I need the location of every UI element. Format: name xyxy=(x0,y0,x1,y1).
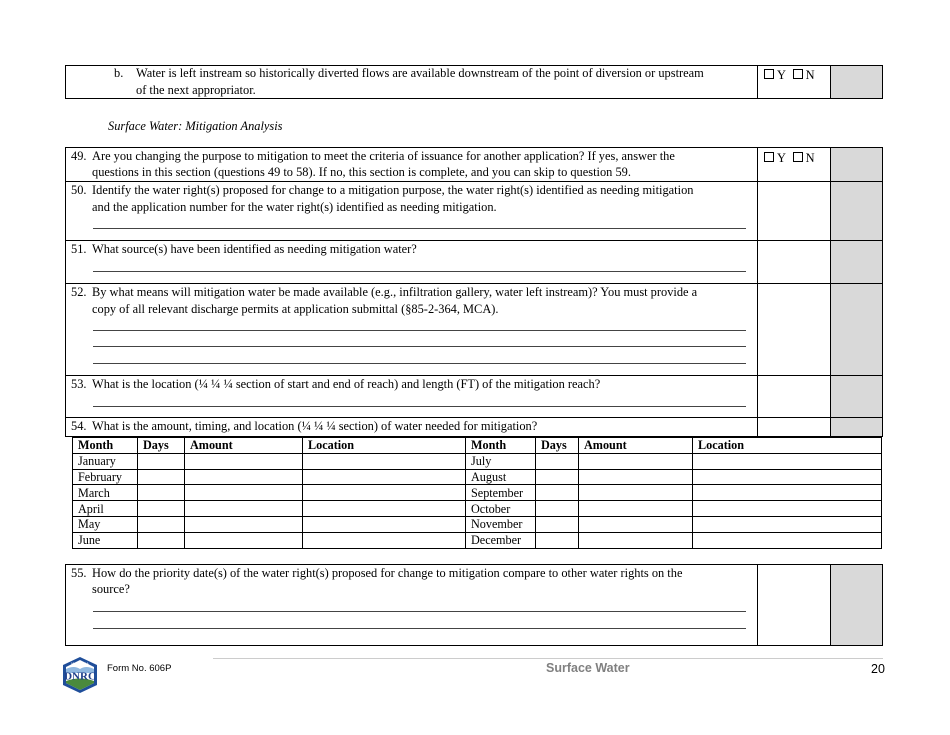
q55-office-cell xyxy=(831,565,882,645)
location-cell[interactable] xyxy=(693,453,882,469)
location-cell[interactable] xyxy=(693,485,882,501)
q49-yes-label: Y xyxy=(777,151,786,165)
logo-small-text: MONTANA xyxy=(71,662,89,666)
q54-number: 54. xyxy=(71,419,87,433)
amount-cell[interactable] xyxy=(185,501,303,517)
item-b-divider-2 xyxy=(830,65,831,99)
month-cell: April xyxy=(73,501,138,517)
q51-answer-line[interactable] xyxy=(93,271,746,272)
amount-cell[interactable] xyxy=(185,485,303,501)
q50-line2: and the application number for the water right(s) identified as needing mitigation. xyxy=(92,200,497,214)
amount-cell[interactable] xyxy=(579,532,693,548)
q49-number: 49. xyxy=(71,149,87,163)
month-cell: March xyxy=(73,485,138,501)
q52-number: 52. xyxy=(71,285,87,299)
dnrc-logo xyxy=(60,656,100,694)
q55-answer-line-1[interactable] xyxy=(93,611,746,612)
q55-line2: source? xyxy=(92,582,130,596)
office-column xyxy=(831,148,882,436)
amount-cell[interactable] xyxy=(185,532,303,548)
q55-office-divider xyxy=(830,564,831,646)
q54-line1: What is the amount, timing, and location (¼ ¼ ¼ section) of water needed for mitigation? xyxy=(92,419,538,433)
q55-answer-line-2[interactable] xyxy=(93,628,746,629)
footer-title: Surface Water xyxy=(546,661,630,675)
table-row xyxy=(73,532,882,548)
q52-line2: copy of all relevant discharge permits at application submittal (§85-2-364, MCA). xyxy=(92,302,499,316)
item-b-line2: of the next appropriator. xyxy=(136,83,256,97)
month-cell: August xyxy=(466,469,536,485)
office-col-divider xyxy=(830,147,831,437)
header-amount-right: Amount xyxy=(579,438,693,454)
table-row xyxy=(73,516,882,532)
amount-cell[interactable] xyxy=(579,485,693,501)
location-cell[interactable] xyxy=(693,516,882,532)
mitigation-table xyxy=(72,437,882,549)
days-cell[interactable] xyxy=(138,485,185,501)
table-row xyxy=(73,453,882,469)
q55-line1: How do the priority date(s) of the water right(s) proposed for change to mitigation compare to other water rights on the xyxy=(92,566,683,580)
item-b-yn xyxy=(764,67,815,84)
q52-answer-line-3[interactable] xyxy=(93,363,746,364)
table-header-row xyxy=(73,438,882,454)
item-b-divider xyxy=(757,65,758,99)
header-month-left: Month xyxy=(73,438,138,454)
q52-line1: By what means will mitigation water be made available (e.g., infiltration gallery, water left instream)? You must provide a xyxy=(92,285,698,299)
amount-cell[interactable] xyxy=(185,516,303,532)
header-days-right: Days xyxy=(536,438,579,454)
amount-cell[interactable] xyxy=(185,453,303,469)
days-cell[interactable] xyxy=(138,469,185,485)
q51-line1: What source(s) have been identified as needing mitigation water? xyxy=(92,242,417,256)
section-title: Surface Water: Mitigation Analysis xyxy=(108,119,283,133)
page-number: 20 xyxy=(871,662,885,676)
q51-number: 51. xyxy=(71,242,87,256)
amount-cell[interactable] xyxy=(579,516,693,532)
header-location-left: Location xyxy=(303,438,466,454)
location-cell[interactable] xyxy=(303,485,466,501)
amount-cell[interactable] xyxy=(579,469,693,485)
q50-number: 50. xyxy=(71,183,87,197)
q55-number: 55. xyxy=(71,566,87,580)
item-b-letter: b. xyxy=(114,66,124,80)
q49-no-label: N xyxy=(805,151,815,165)
days-cell[interactable] xyxy=(138,453,185,469)
item-b-yes-checkbox[interactable] xyxy=(764,69,774,79)
month-cell: September xyxy=(466,485,536,501)
q49-yes-checkbox[interactable] xyxy=(764,152,774,162)
item-b-office-cell xyxy=(831,66,882,98)
header-location-right: Location xyxy=(693,438,882,454)
q52-answer-line-1[interactable] xyxy=(93,330,746,331)
month-cell: February xyxy=(73,469,138,485)
days-cell[interactable] xyxy=(536,501,579,517)
month-cell: May xyxy=(73,516,138,532)
location-cell[interactable] xyxy=(693,469,882,485)
q49-line2: questions in this section (questions 49 to 58). If no, this section is complete, and you can skip to question 59. xyxy=(92,165,631,179)
month-cell: October xyxy=(466,501,536,517)
q53-line1: What is the location (¼ ¼ ¼ section of start and end of reach) and length (FT) of the mitigation reach? xyxy=(92,377,601,391)
q49-line1: Are you changing the purpose to mitigation to meet the criteria of issuance for another application? If yes, answer the xyxy=(92,149,675,163)
location-cell[interactable] xyxy=(303,516,466,532)
days-cell[interactable] xyxy=(536,532,579,548)
days-cell[interactable] xyxy=(536,516,579,532)
amount-cell[interactable] xyxy=(579,501,693,517)
location-cell[interactable] xyxy=(303,469,466,485)
q52-answer-line-2[interactable] xyxy=(93,346,746,347)
q49-no-checkbox[interactable] xyxy=(793,152,803,162)
form-number: Form No. 606P xyxy=(107,663,172,674)
q50-line1: Identify the water right(s) proposed for change to a mitigation purpose, the water right(s) identified as needing mitigation xyxy=(92,183,694,197)
location-cell[interactable] xyxy=(303,453,466,469)
days-cell[interactable] xyxy=(536,485,579,501)
month-cell: June xyxy=(73,532,138,548)
location-cell[interactable] xyxy=(303,501,466,517)
footer-divider xyxy=(213,658,883,659)
item-b-no-checkbox[interactable] xyxy=(793,69,803,79)
item-b-line1: Water is left instream so historically diverted flows are available downstream of the point of diversion or upstream xyxy=(136,66,704,80)
header-days-left: Days xyxy=(138,438,185,454)
table-row xyxy=(73,501,882,517)
amount-cell[interactable] xyxy=(579,453,693,469)
header-amount-left: Amount xyxy=(185,438,303,454)
month-cell: December xyxy=(466,532,536,548)
header-month-right: Month xyxy=(466,438,536,454)
table-row xyxy=(73,469,882,485)
amount-cell[interactable] xyxy=(185,469,303,485)
q55-answer-divider xyxy=(757,564,758,646)
month-cell: January xyxy=(73,453,138,469)
month-cell: November xyxy=(466,516,536,532)
location-cell[interactable] xyxy=(693,532,882,548)
logo-text: DNRC xyxy=(64,670,96,683)
days-cell[interactable] xyxy=(138,532,185,548)
q53-answer-line[interactable] xyxy=(93,406,746,407)
q50-answer-line[interactable] xyxy=(93,228,746,229)
days-cell[interactable] xyxy=(138,501,185,517)
location-cell[interactable] xyxy=(303,532,466,548)
location-cell[interactable] xyxy=(693,501,882,517)
days-cell[interactable] xyxy=(138,516,185,532)
days-cell[interactable] xyxy=(536,469,579,485)
answer-col-divider xyxy=(757,147,758,437)
q53-number: 53. xyxy=(71,377,87,391)
days-cell[interactable] xyxy=(536,453,579,469)
item-b-yes-label: Y xyxy=(777,68,786,82)
table-row xyxy=(73,485,882,501)
item-b-no-label: N xyxy=(805,68,815,82)
q49-yn xyxy=(764,150,815,167)
month-cell: July xyxy=(466,453,536,469)
